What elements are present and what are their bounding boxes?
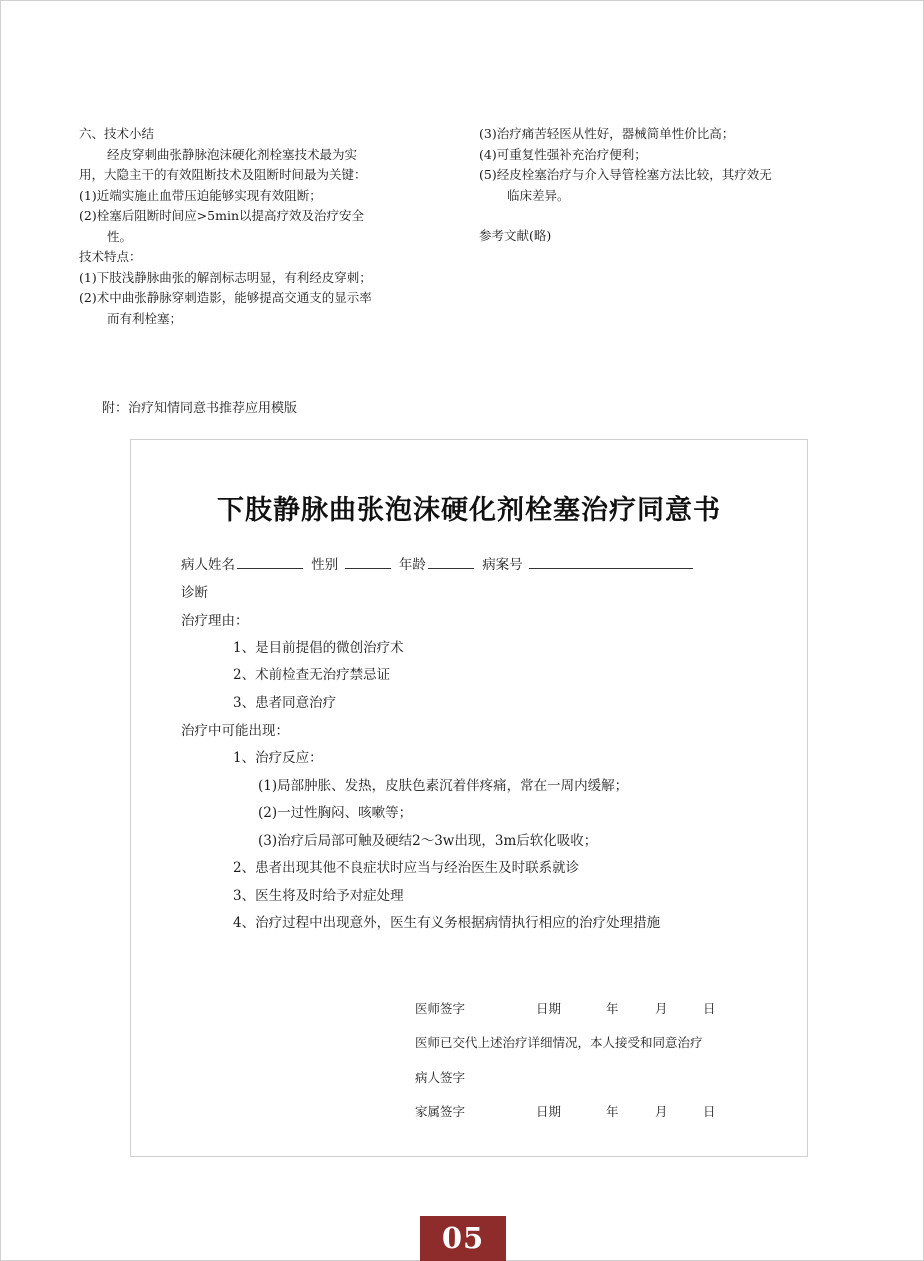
sex-blank xyxy=(345,554,391,569)
year-label: 年 xyxy=(606,1001,619,1016)
intro-line: 用，大隐主干的有效阻断技术及阻断时间最为关键： xyxy=(79,167,367,182)
key-point: (1)近端实施止血带压迫能够实现有效阻断； xyxy=(79,187,322,203)
sex-label: 性别 xyxy=(311,557,339,573)
case-number-blank xyxy=(529,554,693,569)
feature-item: (5)经皮栓塞治疗与介入导管栓塞方法比较，其疗效无 xyxy=(479,167,772,182)
day-label: 日 xyxy=(703,1001,716,1016)
feature-item: (2)术中曲张静脉穿刺造影，能够提高交通支的显示率 xyxy=(79,290,372,305)
consent-statement: 医师已交代上述治疗详细情况，本人接受和同意治疗 xyxy=(415,1035,703,1050)
doctor-sign-label: 医师签字 xyxy=(415,1001,466,1016)
date-label: 日期 xyxy=(536,1001,562,1016)
reaction-item: (3)治疗后局部可触及硬结2～3w出现，3m后软化吸收； xyxy=(258,833,598,849)
other-item: 4、治疗过程中出现意外，医生有义务根据病情执行相应的治疗处理措施 xyxy=(233,915,661,931)
form-title: 下肢静脉曲张泡沫硬化剂栓塞治疗同意书 xyxy=(217,495,721,526)
reason-item: 1、是目前提倡的微创治疗术 xyxy=(233,640,404,656)
reaction-heading: 1、治疗反应： xyxy=(233,750,323,766)
diagnosis-label: 诊断 xyxy=(181,585,208,601)
references: 参考文献(略) xyxy=(479,228,552,243)
reason-item: 3、患者同意治疗 xyxy=(233,695,337,711)
consent-form xyxy=(130,439,808,1157)
feature-item: (3)治疗痛苦轻医从性好，器械简单性价比高； xyxy=(479,126,735,141)
key-point: (2)栓塞后阻断时间应>5min以提高疗效及治疗安全 xyxy=(79,208,365,223)
reason-item: 2、术前检查无治疗禁忌证 xyxy=(233,667,391,683)
name-blank xyxy=(237,554,303,569)
age-blank xyxy=(428,554,474,569)
patient-sign-label: 病人签字 xyxy=(415,1070,466,1085)
patient-info-fields xyxy=(181,553,697,573)
age-label: 年龄 xyxy=(398,557,426,573)
left-column xyxy=(79,124,439,329)
feature-item-continued: 而有利栓塞； xyxy=(107,310,183,326)
other-item: 2、患者出现其他不良症状时应当与经治医生及时联系就诊 xyxy=(233,860,580,876)
month-label: 月 xyxy=(655,1104,668,1119)
feature-item-continued: 临床差异。 xyxy=(507,187,570,203)
reaction-item: (1)局部肿胀、发热，皮肤色素沉着伴疼痛，常在一周内缓解； xyxy=(258,778,629,794)
key-point-continued: 性。 xyxy=(107,228,133,244)
family-sign-label: 家属签字 xyxy=(415,1104,466,1119)
features-heading: 技术特点： xyxy=(79,249,142,264)
case-number-label: 病案号 xyxy=(482,557,523,573)
other-item: 3、医生将及时给予对症处理 xyxy=(233,888,404,904)
name-label: 病人姓名 xyxy=(181,557,235,573)
month-label: 月 xyxy=(655,1001,668,1016)
intro-line: 经皮穿刺曲张静脉泡沫硬化剂栓塞技术最为实 xyxy=(107,146,358,162)
year-label: 年 xyxy=(606,1104,619,1119)
section-heading: 六、技术小结 xyxy=(79,126,155,141)
date-label: 日期 xyxy=(536,1104,562,1119)
day-label: 日 xyxy=(703,1104,716,1119)
reaction-item: (2)一过性胸闷、咳嗽等； xyxy=(258,805,413,821)
right-column xyxy=(479,124,849,247)
possible-heading: 治疗中可能出现： xyxy=(181,723,289,739)
reasons-heading: 治疗理由： xyxy=(181,613,249,629)
feature-item: (4)可重复性强补充治疗便利； xyxy=(479,146,647,162)
feature-item: (1)下肢浅静脉曲张的解剖标志明显，有利经皮穿刺； xyxy=(79,269,372,285)
appendix-label: 附：治疗知情同意书推荐应用模版 xyxy=(102,401,298,416)
page-number: 05 xyxy=(420,1216,506,1261)
